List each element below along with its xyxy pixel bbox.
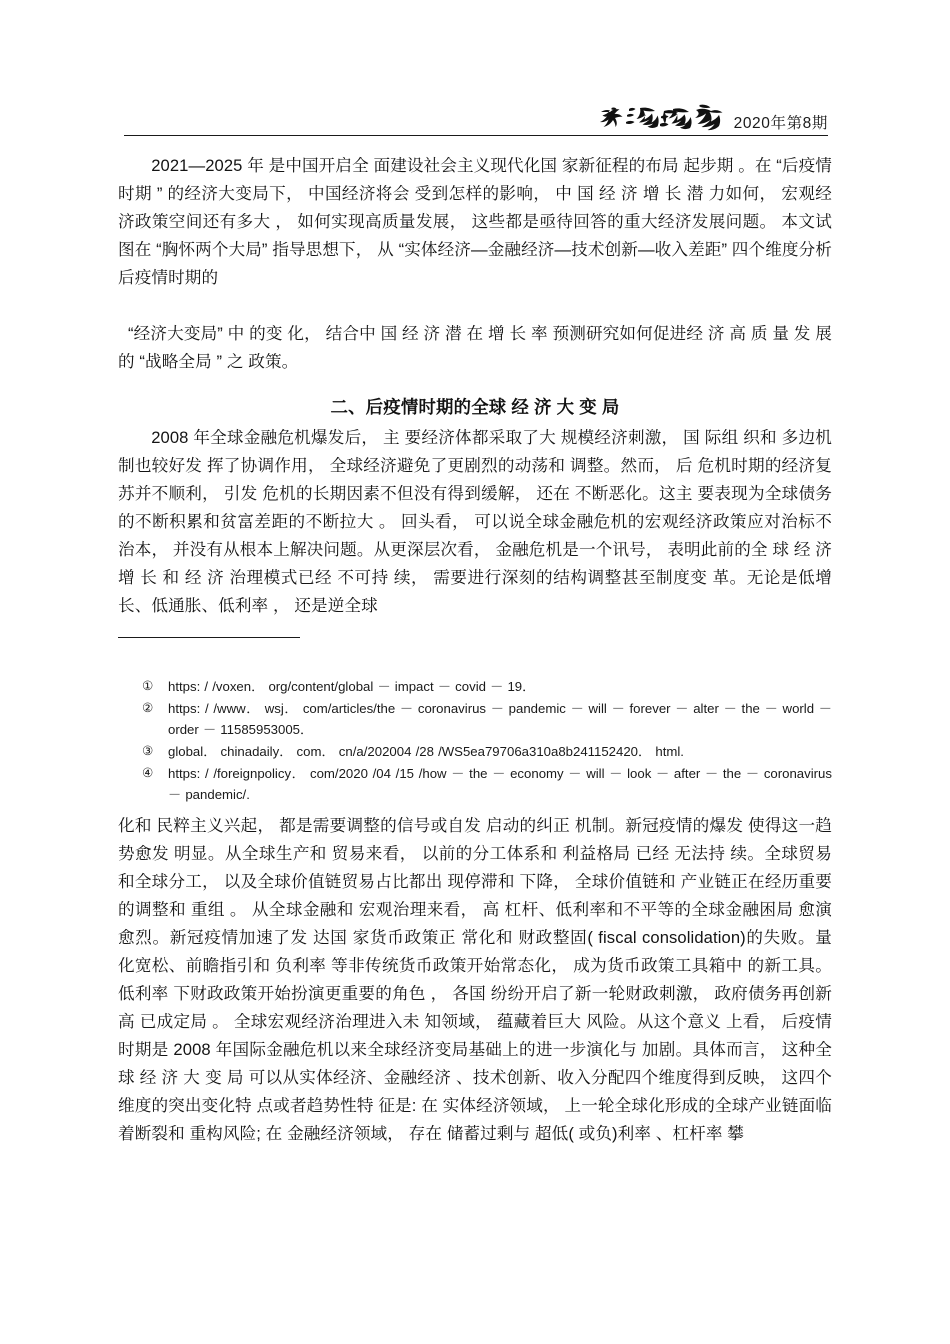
footnote-text: https: / /www． wsj． com/articles/the － coronavirus － pandemic － will － forever － alter － the － world － order － 11585953005． <box>168 701 832 737</box>
running-head <box>124 96 828 138</box>
footnote-separator <box>118 637 300 638</box>
paragraph-intro: 2021—2025 年 是中国开启全 面建设社会主义现代化国 家新征程的布局 起步期 。在 “后疫情时期 ” 的经济大变局下， 中国经济将会 受到怎样的影响， 中 国 经 济 增 长 潜 力如何， 宏观经济政策空间还有多大 ， 如何实现高质量发展， 这些都是亟待回答的重大经济发展问题。 本文试图在 “胸怀两个大局” 指导思想下， 从 “实体经济—金融经济—技术创新—收入差距” 四个维度分析后疫情时期的 <box>118 156 832 287</box>
footnote-text: global． chinadaily． com． cn/a/202004 /28 /WS5ea79706a310a8b241152420． html. <box>168 744 684 759</box>
paragraph-intro-continued: “经济大变局” 中 的变 化， 结合中 国 经 济 潜 在 增 长 率 预测研究如何促进经 济 高 质 量 发 展 的 “战略全局 ” 之 政策。 <box>118 324 832 371</box>
footnote-marker: ④ <box>142 766 154 780</box>
paragraph-post-pandemic: 化和 民粹主义兴起， 都是需要调整的信号或自发 启动的纠正 机制。新冠疫情的爆发 使得这一趋势愈发 明显。从全球生产和 贸易来看， 以前的分工体系和 利益格局 已经 无法持 续。全球贸易和全球分工， 以及全球价值链贸易占比都出 现停滞和 下降， 全球价值链和 产业链正在经历重要的调整和 重组 。 从全球金融和 宏观治理来看， 高 杠杆、低利率和不平等的全球金融困局 愈演愈烈。新冠疫情加速了发 达国 家货币政策正 常化和 财政整固( fiscal consolidation)的失败。量 化宽松、前瞻指引和 负利率 等非传统货币政策开始常态化， 成为货币政策工具箱中 的新工具。低利率 下财政政策开始扮演更重要的角色 ， 各国 纷纷开启了新一轮财政刺激， 政府债务再创新高 已成定局 。 全球宏观经济治理进入未 知领域， 蕴藏着巨大 风险。从这个意义 上看， 后疫情时期是 2008 年国际金融危机以来全球经济变局基础上的进一步演化与 加剧。具体而言， 这种全 球 经 济 大 变 局 可以从实体经济、金融经济 、技术创新、收入分配四个维度得到反映， 这四个维度的突出变化特 点或者趋势性特 征是: 在 实体经济领域， 上一轮全球化形成的全球产业链面临着断裂和 重构风险; 在 金融经济领域， 存在 储蓄过剩与 超低( 或负)利率 、杠杆率 攀 <box>118 816 832 1143</box>
footnote-item <box>142 698 832 740</box>
footnote-marker: ② <box>142 701 154 715</box>
footnote-text: https: / /foreignpolicy． com/2020 /04 /15 /how － the － economy － will － look － after － the － coronavirus － pandemic/. <box>168 766 832 802</box>
intro-paragraph-block <box>118 152 832 378</box>
footnote-list <box>142 676 832 806</box>
footnote-item <box>142 741 832 762</box>
footnote-text: https: / /voxen． org/content/global － impact － covid － 19． <box>168 679 536 694</box>
lower-body-block <box>118 812 832 1148</box>
paragraph-global-crisis: 2008 年全球金融危机爆发后， 主 要经济体都采取了大 规模经济刺激， 国 际组 织和 多边机制也较好发 挥了协调作用， 全球经济避免了更剧烈的动荡和 调整。然而， 后 危机时期的经济复苏并不顺利， 引发 危机的长期因素不但没有得到缓解， 还在 不断恶化。这主 要表现为全球债务的不断积累和贫富差距的不断拉大 。 回头看， 可以说全球金融危机的宏观经济政策应对治标不治本， 并没有从根本上解决问题。从更深层次看， 金融危机是一个讯号， 表明此前的全 球 经 济 增 长 和 经 济 治理模式已经 不可持 续， 需要进行深刻的结构调整甚至制度变 革。无论是低增长、低通胀、低利率 ， 还是逆全球 <box>118 428 832 615</box>
issue-label: 2020年第8期 <box>733 114 828 132</box>
footnote-item <box>142 763 832 805</box>
section-body-block <box>118 424 832 620</box>
footnote-marker: ③ <box>142 744 154 758</box>
journal-logo-icon <box>598 100 730 134</box>
footnote-marker: ① <box>142 679 154 693</box>
running-head-inner <box>124 96 828 136</box>
section-heading: 二、后疫情时期的全球 经 济 大 变 局 <box>330 397 620 418</box>
footnote-item <box>142 676 832 697</box>
